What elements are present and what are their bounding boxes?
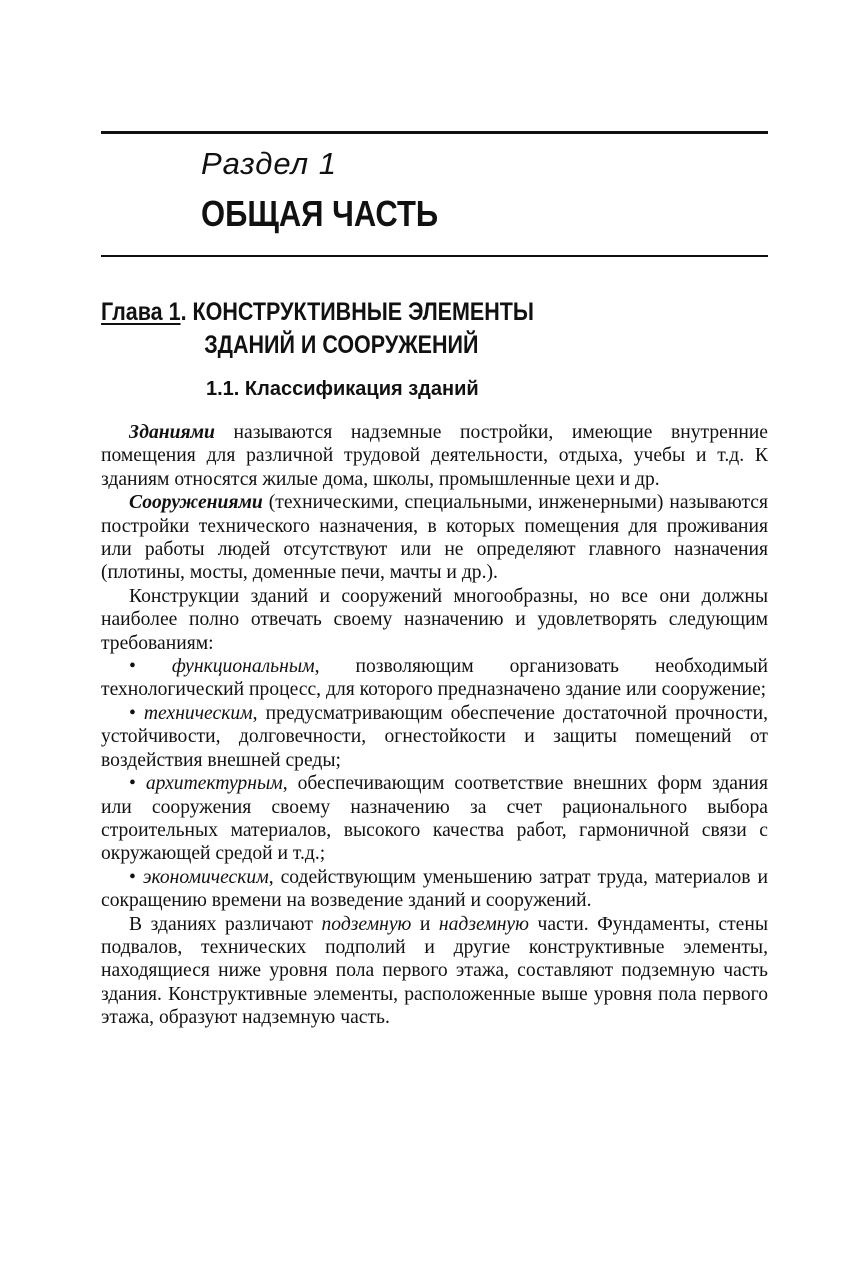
term-buildings: Зданиями: [129, 422, 215, 443]
section-rule: [101, 255, 768, 257]
term-aboveground: надземную: [438, 913, 529, 935]
paragraph-text: (техническими, специальными, инженерными) называются постройки технического назначения, в которых помещения для проживания или работы людей отсутствуют или не определяют главного назначения (плотины, мосты, доменные печи, мачты и др.).: [101, 492, 768, 584]
term-underground: подземную: [321, 913, 412, 935]
list-item-text: , предусматривающим обеспечение достаточной прочности, устойчивости, долговечности, огнестойкости и защиты помещений от воздействия внешней среды;: [101, 702, 768, 771]
paragraph: [101, 585, 768, 655]
list-item-text: , содействующим уменьшению затрат труда, материалов и сокращению времени на возведение зданий и сооружений.: [101, 866, 768, 912]
bullet-icon: •: [129, 656, 136, 678]
subsection-title: 1.1. Классификация зданий: [206, 378, 479, 400]
chapter-number: Глава 1: [101, 298, 181, 326]
list-item: [101, 772, 768, 866]
bullet-icon: •: [129, 773, 136, 795]
section-label: Раздел 1: [201, 146, 337, 181]
list-item-term: функциональным: [171, 656, 315, 678]
paragraph: [101, 421, 768, 491]
list-item: [101, 702, 768, 772]
paragraph-text: и: [411, 913, 439, 935]
paragraph: [101, 491, 768, 585]
paragraph: [101, 913, 768, 1030]
list-item-term: техническим: [143, 702, 253, 724]
paragraph-text: Конструкции зданий и сооружений многообразны, но все они должны наиболее полно отвечать своему назначению и удовлетворять следующим требованиям:: [101, 585, 768, 654]
list-item-text: , обеспечивающим соответствие внешних форм здания или сооружения своему назначению за счет рационального выбора строительных материалов, высокого качества работ, гармоничной связи с окружающей средой и т.д.;: [101, 773, 768, 865]
paragraph-text: части. Фундаменты, стены подвалов, технических подполий и другие конструктивные элементы, находящиеся ниже уровня пола первого этажа, составляют подземную часть здания. Конструктивные элементы, расположенные выше уровня пола первого этажа, образуют надземную часть.: [101, 913, 768, 1029]
paragraph-text: В зданиях различают: [129, 913, 322, 935]
list-item-term: экономическим: [142, 866, 269, 888]
bullet-icon: •: [129, 702, 136, 724]
chapter-title-line2: ЗДАНИЙ И СООРУЖЕНИЙ: [204, 331, 479, 359]
bullet-icon: •: [129, 866, 136, 888]
term-structures: Сооружениями: [129, 492, 263, 514]
chapter-title-line1: . КОНСТРУКТИВНЫЕ ЭЛЕМЕНТЫ: [180, 298, 534, 326]
chapter-heading: [101, 296, 534, 362]
section-title: ОБЩАЯ ЧАСТЬ: [201, 193, 439, 234]
list-item: [101, 655, 768, 702]
list-item: [101, 866, 768, 913]
top-rule: [101, 131, 768, 134]
list-item-text: , позволяющим организовать необходимый технологический процесс, для которого предназначено здание или сооружение;: [101, 656, 768, 701]
paragraph-text: называются надземные постройки, имеющие внутренние помещения для различной трудовой деятельности, отдыха, учебы и т.д. К зданиям относятся жилые дома, школы, промышленные цехи и др.: [101, 422, 768, 490]
list-item-term: архитектурным: [145, 773, 283, 795]
body-text: [101, 421, 768, 1030]
